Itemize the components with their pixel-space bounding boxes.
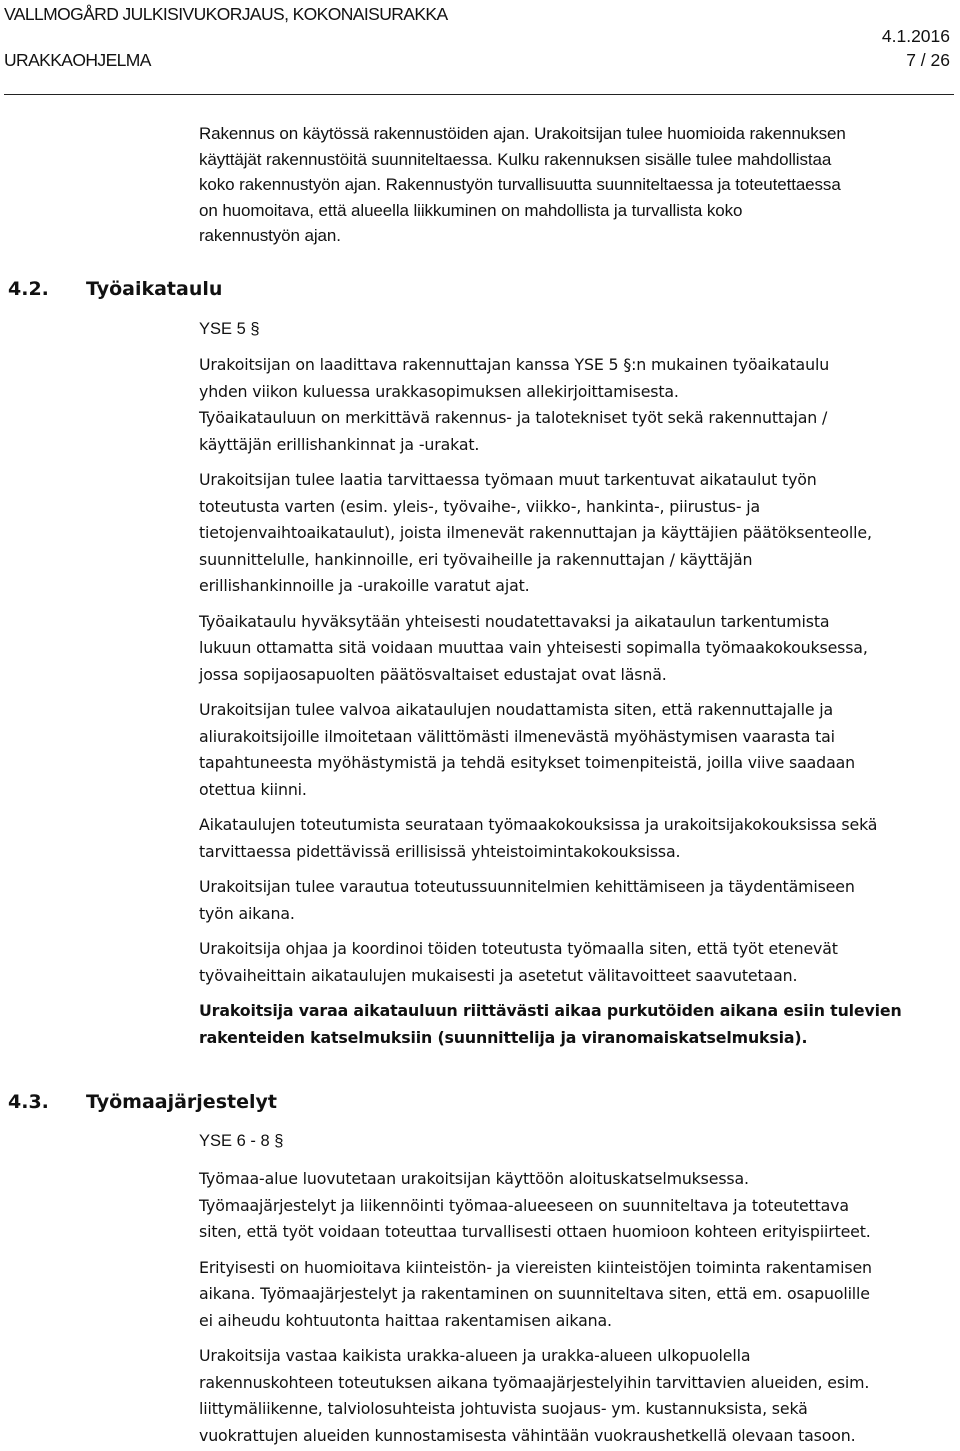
section-number: 4.3. xyxy=(8,1091,49,1113)
section-number: 4.2. xyxy=(8,278,49,300)
text-line: siten, että työt voidaan toteuttaa turvallisesti ottaen huomioon kohteen erityispiirteet. xyxy=(199,1222,871,1241)
section-title: Työaikataulu xyxy=(86,278,223,300)
text-line: Urakoitsijan tulee laatia tarvittaessa työmaan muut tarkentuvat aikataulut työn xyxy=(199,470,817,489)
paragraph xyxy=(199,697,959,803)
intro-paragraph xyxy=(199,121,959,249)
text-line: toteutusta varten (esim. yleis-, työvaihe-, viikko-, hankinta-, piirustus- ja xyxy=(199,496,761,516)
text-line: vuokrattujen alueiden kunnostamisesta vähintään vuokraushetkellä olevaan tasoon. xyxy=(199,1425,856,1445)
paragraph xyxy=(199,936,959,989)
text-line: otettua kiinni. xyxy=(199,779,307,799)
text-line: koko rakennustyön ajan. Rakennustyön turvallisuutta suunniteltaessa ja toteutettaessa xyxy=(199,175,841,194)
text-line: Työmaajärjestelyt ja liikennöinti työmaa-alueeseen on suunniteltava ja toteutettava xyxy=(199,1195,849,1215)
text-line: Urakoitsijan tulee valvoa aikataulujen noudattamista siten, että rakennuttajalle ja xyxy=(199,700,834,719)
section-heading-4-3 xyxy=(8,1091,277,1113)
text-line: jossa sopijaosapuolten päätösvaltaiset edustajat ovat läsnä. xyxy=(199,664,667,684)
yse-reference: YSE 6 - 8 § xyxy=(199,1132,284,1150)
text-line: Aikataulujen toteutumista seurataan työmaakokouksissa ja urakoitsijakokouksissa sekä xyxy=(199,815,878,834)
text-line: työn aikana. xyxy=(199,903,295,923)
text-line: käyttäjän erillishankinnat ja -urakat. xyxy=(199,434,480,454)
paragraph xyxy=(199,467,959,600)
text-line: erillishankinnoille ja -urakoille varatut ajat. xyxy=(199,576,530,595)
paragraph xyxy=(199,1255,959,1335)
text-line: Työaikataulu hyväksytään yhteisesti noudatettavaksi ja aikataulun tarkentumista xyxy=(199,611,830,631)
text-line: ei aiheudu kohtuutonta haittaa rakentamisen aikana. xyxy=(199,1310,612,1330)
text-line: rakennuskohteen toteutuksen aikana työmaajärjestelyihin tarvittavien alueiden, esim. xyxy=(199,1372,870,1392)
text-line: on huomoitava, että alueella liikkuminen on mahdollista ja turvallista koko xyxy=(199,200,743,220)
text-line: Urakoitsija ohjaa ja koordinoi töiden toteutusta työmaalla siten, että työt etenevät xyxy=(199,939,838,958)
text-line: liittymäliikenne, talviolosuhteista johtuvista suojaus- ym. kustannuksista, sekä xyxy=(199,1399,808,1418)
paragraph xyxy=(199,812,959,865)
text-line: yhden viikon kuluessa urakkasopimuksen allekirjoittamisesta. xyxy=(199,381,679,401)
text-line: Urakoitsijan tulee varautua toteutussuunnitelmien kehittämiseen ja täydentämiseen xyxy=(199,877,855,896)
text-line: suunnittelulle, hankinnoille, eri työvaiheille ja rakennuttajan / käyttäjän xyxy=(199,549,753,569)
text-line: aliurakoitsijoille ilmoitetaan välittömästi ilmenevästä myöhästymisen vaarasta tai xyxy=(199,726,835,746)
document-date: 4.1.2016 xyxy=(881,26,950,46)
paragraph xyxy=(199,352,959,458)
text-line: tarvittaessa pidettävissä erillisissä yhteistoimintakokouksissa. xyxy=(199,841,681,861)
section-title: Työmaajärjestelyt xyxy=(86,1091,277,1113)
text-line: tietojenvaihtoaikataulut), joista ilmenevät rakennuttajan ja käyttäjien päätöksenteolle, xyxy=(199,523,872,542)
section-4-3-body xyxy=(199,1166,959,1449)
text-line: Työmaa-alue luovutetaan urakoitsijan käyttöön aloituskatselmuksessa. xyxy=(199,1169,749,1188)
document-title: VALLMOGÅRD JULKISIVUKORJAUS, KOKONAISURAKKA xyxy=(4,4,448,24)
header-divider xyxy=(4,94,954,95)
yse-reference: YSE 5 § xyxy=(199,320,260,338)
paragraph xyxy=(199,1166,959,1246)
text-line: rakenteiden katselmuksiin (suunnittelija ja viranomaiskatselmuksia). xyxy=(199,1027,808,1047)
document-subtitle: URAKKAOHJELMA xyxy=(4,50,151,70)
section-4-2-body xyxy=(199,352,959,1051)
text-line: rakennustyön ajan. xyxy=(199,226,341,245)
text-line: aikana. Työmaajärjestelyt ja rakentaminen on suunniteltava siten, että em. osapuolille xyxy=(199,1284,870,1303)
text-line: Urakoitsija vastaa kaikista urakka-alueen ja urakka-alueen ulkopuolella xyxy=(199,1346,751,1365)
text-line: Urakoitsijan on laadittava rakennuttajan kanssa YSE 5 §:n mukainen työaikataulu xyxy=(199,355,830,374)
text-line: käyttäjät rakennustöitä suunniteltaessa. Kulku rakennuksen sisälle tulee mahdollistaa xyxy=(199,149,832,169)
text-line: työvaiheittain aikataulujen mukaisesti ja asetetut välitavoitteet saavutetaan. xyxy=(199,965,798,985)
text-line: Erityisesti on huomioitava kiinteistön- ja viereisten kiinteistöjen toiminta rakentamisen xyxy=(199,1257,872,1277)
text-line: Urakoitsija varaa aikatauluun riittävästi aikaa purkutöiden aikana esiin tulevien xyxy=(199,1001,902,1020)
bold-paragraph xyxy=(199,998,959,1051)
paragraph xyxy=(199,1343,959,1449)
page-header xyxy=(4,0,956,96)
paragraph xyxy=(199,609,959,689)
text-line: Rakennus on käytössä rakennustöiden ajan. Urakoitsijan tulee huomioida rakennuksen xyxy=(199,124,846,143)
text-line: tapahtuneesta myöhästymistä ja tehdä esitykset toimenpiteistä, joilla viive saadaan xyxy=(199,753,855,772)
text-line: lukuun ottamatta sitä voidaan muuttaa vain yhteisesti sopimalla työmaakokouksessa, xyxy=(199,638,868,657)
section-heading-4-2 xyxy=(8,278,222,300)
paragraph xyxy=(199,874,959,927)
text-line: Työaikatauluun on merkittävä rakennus- ja talotekniset työt sekä rakennuttajan / xyxy=(199,408,828,427)
page-number: 7 / 26 xyxy=(906,50,950,70)
